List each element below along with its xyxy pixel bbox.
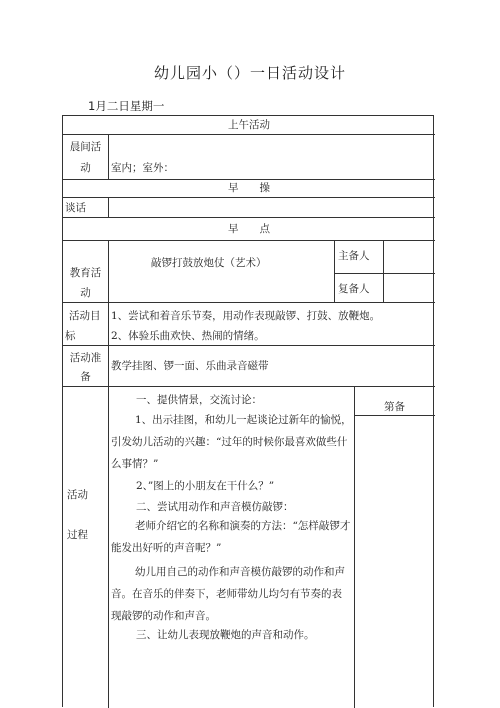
col-divider: [383, 240, 384, 302]
lead-preparer-label: 主备人: [338, 250, 370, 262]
morning-activity-label: 晨间活: [69, 141, 102, 153]
process-step-2-text: 2、”图上的小朋友在干什么？”: [136, 480, 275, 492]
col-divider: [108, 197, 109, 217]
date-line: 1月二日星期一: [88, 99, 165, 113]
process-step-2-title: 二、尝试用动作和声音模仿敲锣：: [136, 501, 294, 513]
preparation-label: 活动准: [69, 352, 102, 364]
col-divider: [108, 240, 109, 708]
row-divider: [63, 134, 435, 135]
row-divider: [63, 345, 435, 346]
exercise-header: 早 操: [228, 182, 270, 194]
process-label: 活动: [67, 489, 88, 501]
goals-label: 活动目: [69, 310, 101, 322]
col-divider: [334, 240, 335, 302]
col-divider: [108, 134, 109, 179]
education-label-cont: 动: [80, 287, 91, 299]
process-label-cont: 过程: [67, 529, 88, 541]
goal-item-2: 2、体验乐曲欢快、热闹的情绪。: [111, 330, 265, 342]
row-divider: [63, 179, 435, 180]
morning-activity-value: 室内；室外：: [111, 162, 174, 174]
preparation-content: 教学挂图、锣一面、乐曲录音磁带: [111, 360, 269, 372]
row-divider: [63, 240, 435, 241]
goals-label-cont: 标: [65, 330, 76, 342]
process-child-text: 幼儿用自己的动作和声音模仿敲锣的动作和声音。在音乐的伴奏下，老师带幼儿均匀有节奏的表现敲锣的动作和声音。: [111, 566, 345, 622]
row-divider: [63, 197, 435, 198]
goal-item-1: 1、尝试和着音乐节奏，用动作表现敲锣、打鼓、放鞭炮。: [111, 310, 381, 322]
row-divider: [63, 386, 435, 387]
row-divider: [63, 302, 435, 303]
education-content: 敲锣打鼓放炮仗（艺术）: [151, 257, 267, 269]
snack-header: 早 点: [228, 223, 270, 235]
process-step-1-text: 1、出示挂图，和幼儿一起谈论过新年的愉悦，引发幼儿活动的兴趣：“过年的时候你最喜欢做些什么事情？”: [111, 414, 352, 470]
process-teacher-text: 老师介绍它的名称和演奏的方法：“怎样敲锣才能发出好听的声音呢？”: [111, 520, 351, 554]
col-divider: [354, 386, 355, 708]
process-side-label: 第备: [384, 401, 405, 413]
plan-table: [62, 115, 434, 707]
row-divider: [354, 415, 435, 416]
row-divider: [334, 273, 435, 274]
preparation-label-cont: 备: [80, 371, 91, 383]
morning-section-header: 上午活动: [228, 119, 270, 131]
education-label: 教育活: [69, 267, 102, 279]
morning-activity-label-cont: 动: [80, 162, 91, 174]
page-title: 幼儿园小（）一日活动设计: [153, 64, 346, 82]
process-step-1-title: 一、提供情景，交流讨论：: [136, 394, 262, 406]
talk-label: 谈话: [65, 202, 86, 214]
process-step-3-title: 三、让幼儿表现放鞭炮的声音和动作。: [136, 629, 315, 641]
backup-preparer-label: 复备人: [338, 283, 370, 295]
row-divider: [63, 217, 435, 218]
